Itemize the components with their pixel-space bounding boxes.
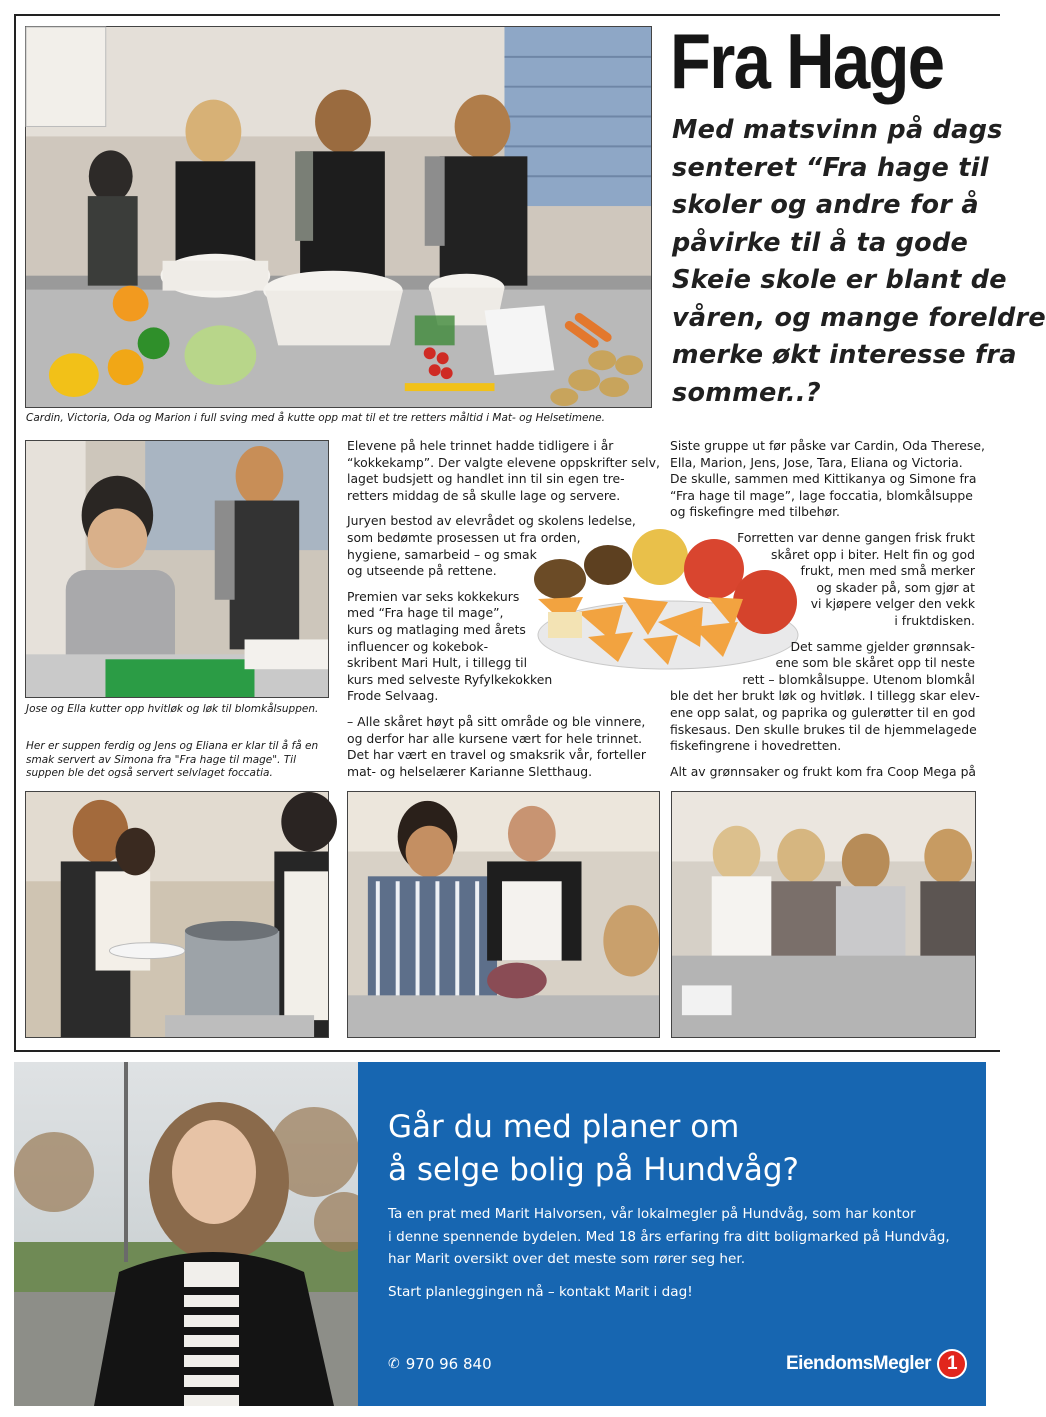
text-line: Juryen bestod av elevrådet og skolens ledelse, bbox=[347, 513, 636, 529]
ad-body-text bbox=[388, 1203, 978, 1271]
text-line: Elevene på hele trinnet hadde tidligere i år bbox=[347, 438, 614, 453]
page-headline: Fra Hage bbox=[670, 17, 944, 105]
text-line: og derfor har alle kursene vært for hele trinnet. bbox=[347, 730, 643, 746]
text-line: frukt, men med små merker bbox=[800, 563, 975, 579]
text-line: ene opp salat, og paprika og gulerøtter til en god bbox=[670, 704, 976, 720]
ad-headline bbox=[388, 1106, 799, 1192]
ad-headline-line: Går du med planer om bbox=[388, 1109, 740, 1145]
text-line: med “Fra hage til mage”, bbox=[347, 605, 504, 621]
dek-line: skoler og andre for å bbox=[672, 190, 979, 220]
text-line: influencer og kokebok- bbox=[347, 638, 489, 654]
ad-headline-line: å selge bolig på Hundvåg? bbox=[388, 1152, 799, 1188]
article-dek bbox=[672, 112, 1046, 412]
ad-call-to-action: Start planleggingen nå – kontakt Marit i dag! bbox=[388, 1284, 693, 1300]
text-line: rett – blomkålsuppe. Utenom blomkål bbox=[742, 671, 975, 687]
text-line: som bedømte prosessen ut fra orden, bbox=[347, 529, 581, 545]
main-photo-caption: Cardin, Victoria, Oda og Marion i full sving med å kutte opp mat til et tre retters måltid i Mat- og Helsetimene. bbox=[26, 412, 605, 424]
text-line: og fiskefingre med tilbehør. bbox=[670, 504, 840, 520]
main-photo-kitchen bbox=[25, 26, 652, 408]
text-line: og skader på, som gjør at bbox=[816, 579, 975, 595]
real-estate-advertisement[interactable] bbox=[14, 1062, 986, 1406]
article-column-right bbox=[670, 438, 985, 789]
text-line: vi kjøpere velger den vekk bbox=[810, 596, 975, 612]
caption-line: Her er suppen ferdig og Jens og Eliana er klar til å få en bbox=[26, 740, 319, 752]
agent-photo bbox=[14, 1062, 358, 1406]
eiendomsmegler-logo[interactable] bbox=[786, 1349, 967, 1379]
paragraph bbox=[670, 764, 975, 781]
paragraph bbox=[347, 714, 647, 780]
phone-icon: ✆ bbox=[388, 1356, 400, 1372]
text-line: Alt av grønnsaker og frukt kom fra Coop Mega på bbox=[670, 763, 977, 779]
brand-number-badge: 1 bbox=[937, 1349, 967, 1379]
text-line: skribent Mari Hult, i tillegg til bbox=[347, 655, 528, 671]
text-line: “Fra hage til mage”, lage foccatia, blomkålsuppe bbox=[670, 487, 973, 503]
ad-phone[interactable] bbox=[388, 1355, 492, 1373]
text-line: fiskesaus. Den skulle brukes til de hjemmelagede bbox=[670, 721, 977, 737]
paragraph bbox=[670, 438, 985, 521]
text-line: retters middag de så skulle lage og servere. bbox=[347, 487, 621, 503]
ad-body-line: Ta en prat med Marit Halvorsen, vår lokalmegler på Hundvåg, som har kontor bbox=[388, 1206, 916, 1222]
text-line: Frode Selvaag. bbox=[347, 688, 439, 704]
text-line: Premien var seks kokkekurs bbox=[347, 588, 520, 604]
text-line: ble det her brukt løk og hvitløk. I tillegg skar elev- bbox=[670, 688, 980, 704]
text-line: skåret opp i biter. Helt fin og god bbox=[771, 546, 975, 562]
paragraph bbox=[670, 530, 975, 630]
soup-photo-caption bbox=[26, 740, 318, 781]
text-line: ene som ble skåret opp til neste bbox=[775, 655, 975, 671]
text-line: – Alle skåret høyt på sitt område og ble vinnere, bbox=[347, 713, 646, 729]
text-line: Ella, Marion, Jens, Jose, Tara, Eliana og Victoria. bbox=[670, 454, 963, 470]
photo-cooking-lesson bbox=[347, 791, 660, 1038]
text-line: De skulle, sammen med Kittikanya og Simone fra bbox=[670, 471, 977, 487]
dek-line: Med matsvinn på dags bbox=[672, 115, 1003, 145]
text-line: laget budsjett og handlet inn til sin egen tre- bbox=[347, 471, 625, 487]
brand-name: EiendomsMegler bbox=[786, 1353, 932, 1374]
dek-line: senteret “Fra hage til bbox=[672, 152, 989, 183]
paragraph bbox=[670, 638, 980, 755]
caption-line: smak servert av Simona fra "Fra hage til mage". Til bbox=[26, 753, 297, 766]
phone-number[interactable]: 970 96 840 bbox=[405, 1355, 492, 1373]
text-line: og utseende på rettene. bbox=[347, 563, 497, 579]
photo-jose-ella-caption: Jose og Ella kutter opp hvitløk og løk til blomkålsuppen. bbox=[26, 703, 319, 715]
text-line: fiskefingrene i hovedretten. bbox=[670, 738, 842, 754]
text-line: i fruktdisken. bbox=[894, 612, 975, 628]
dek-line: merke økt interesse fra bbox=[672, 340, 1017, 370]
photo-jose-ella bbox=[25, 440, 329, 698]
dek-line: påvirke til å ta gode bbox=[672, 227, 969, 258]
text-line: hygiene, samarbeid – og smak bbox=[347, 546, 537, 562]
text-line: “kokkekamp”. Der valgte elevene oppskrifter selv, bbox=[347, 454, 660, 470]
text-line: kurs og matlaging med årets bbox=[347, 621, 526, 637]
text-line: Forretten var denne gangen frisk frukt bbox=[737, 529, 975, 545]
ad-text-panel bbox=[358, 1062, 986, 1406]
text-line: Det har vært en travel og smaksrik vår, forteller bbox=[347, 747, 646, 763]
ad-body-line: har Marit oversikt over det meste som rører seg her. bbox=[388, 1251, 746, 1267]
dek-line: våren, og mange foreldre bbox=[672, 302, 1046, 333]
text-line: mat- og helselærer Karianne Sletthaug. bbox=[347, 763, 593, 779]
photo-soup-serving bbox=[25, 791, 329, 1038]
ad-body-line: i denne spennende bydelen. Med 18 års erfaring fra ditt boligmarked på Hundvåg, bbox=[388, 1228, 950, 1245]
text-line: kurs med selveste Ryfylkekokken bbox=[347, 671, 553, 687]
text-line: Det samme gjelder grønnsak- bbox=[790, 638, 975, 654]
caption-line: suppen ble det også servert selvlaget foccatia. bbox=[26, 767, 273, 779]
paragraph bbox=[347, 438, 660, 504]
dek-line: sommer..? bbox=[672, 377, 821, 408]
text-line: Siste gruppe ut før påske var Cardin, Oda Therese, bbox=[670, 438, 985, 453]
photo-students-laughing bbox=[671, 791, 976, 1038]
dek-line: Skeie skole er blant de bbox=[672, 265, 1007, 295]
